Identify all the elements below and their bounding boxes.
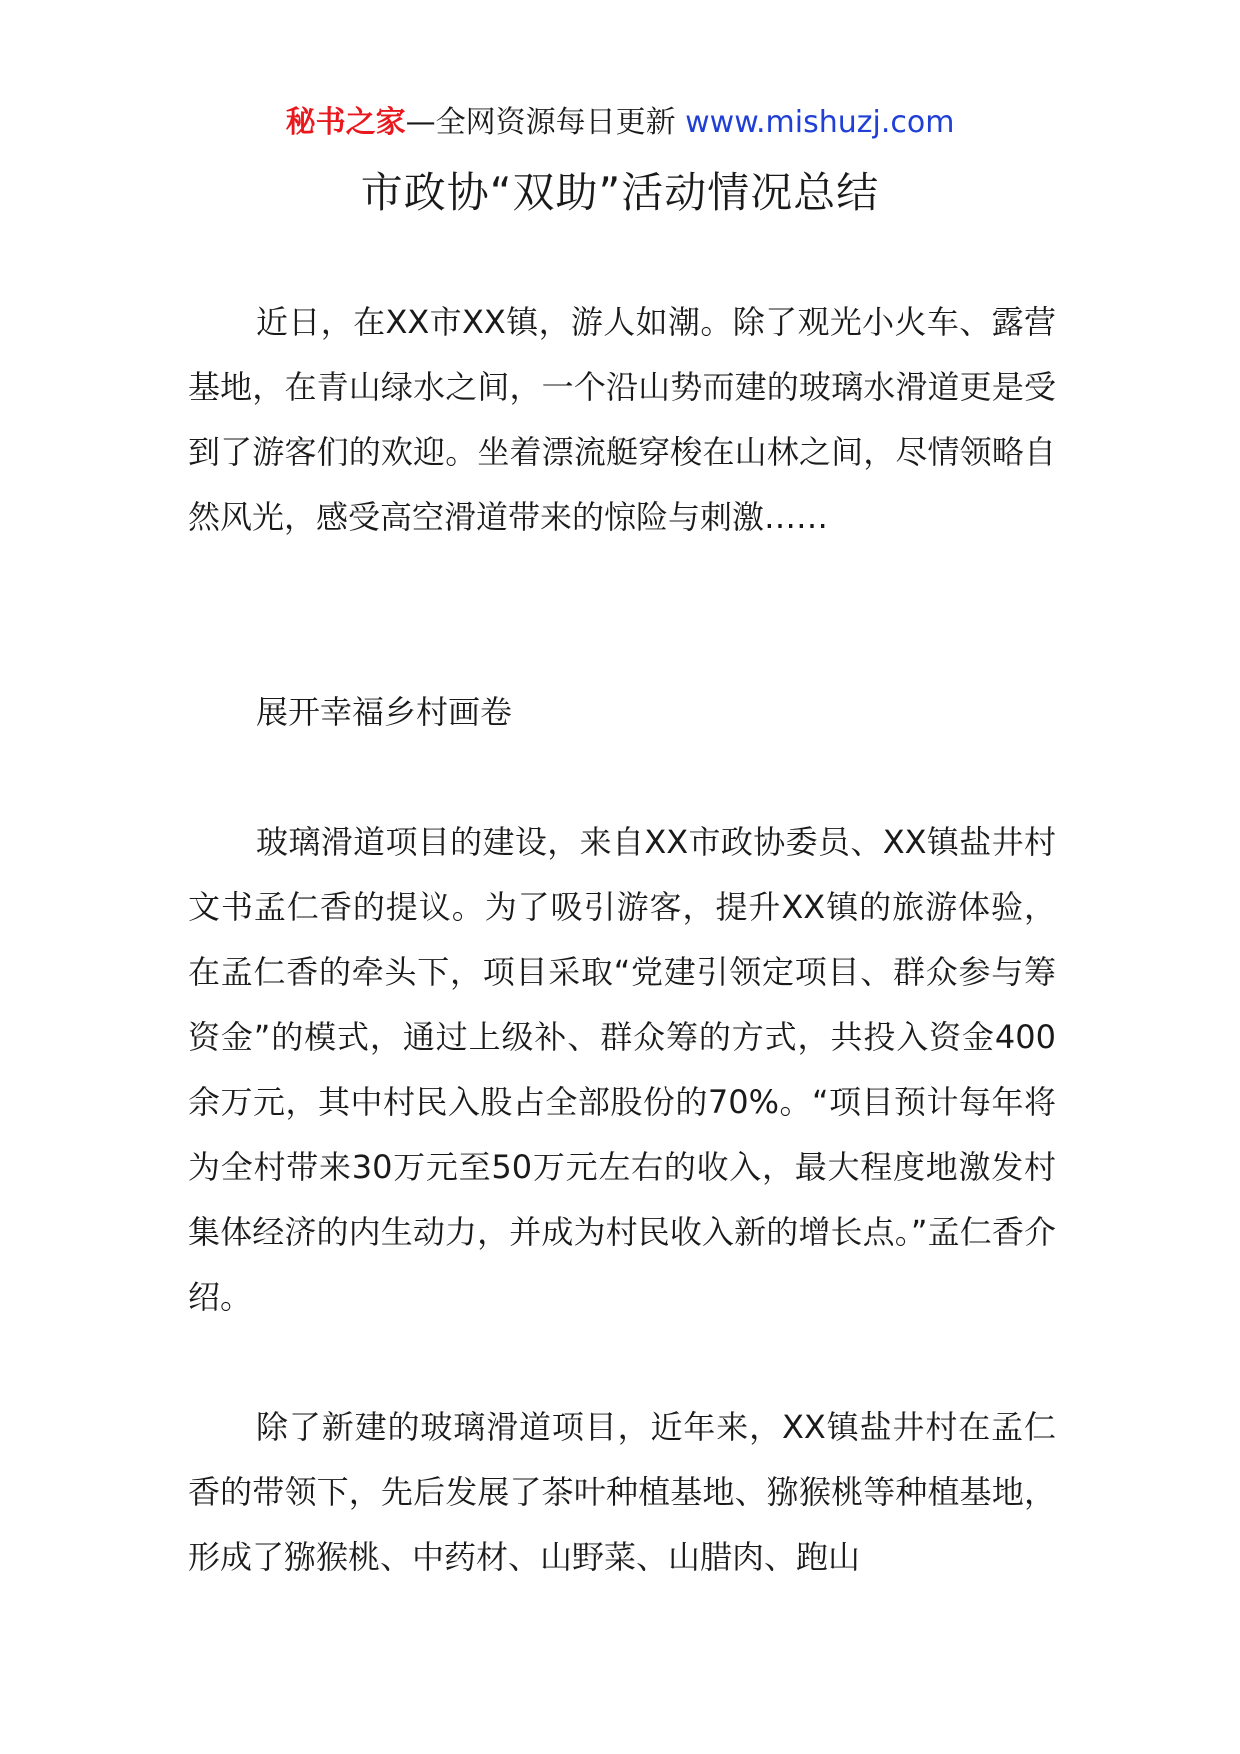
paragraph-intro: 近日，在XX市XX镇，游人如潮。除了观光小火车、露营基地，在青山绿水之间，一个沿山势而建的玻璃水滑道更是受到了游客们的欢迎。坐着漂流艇穿梭在山林之间，尽情领略自然风光，感受高空滑道带来的惊险与刺激…… [188, 303, 1056, 536]
document-title: 市政协“双助”活动情况总结 [360, 168, 880, 217]
site-url-link[interactable]: www.mishuzj.com [685, 105, 955, 140]
site-header [0, 102, 1240, 144]
site-name: 秘书之家 [285, 105, 406, 140]
section-heading: 展开幸福乡村画卷 [256, 693, 513, 731]
paragraph-project: 玻璃滑道项目的建设，来自XX市政协委员、XX镇盐井村文书孟仁香的提议。为了吸引游客，提升XX镇的旅游体验，在孟仁香的牵头下，项目采取“党建引领定项目、群众参与筹资金”的模式，通过上级补、群众筹的方式，共投入资金400余万元，其中村民入股占全部股份的70%。“项目预计每年将为全村带来30万元至50万元左右的收入，最大程度地激发村集体经济的内生动力，并成为村民收入新的增长点。”孟仁香介绍。 [188, 823, 1056, 1316]
paragraph-development: 除了新建的玻璃滑道项目，近年来，XX镇盐井村在孟仁香的带领下，先后发展了茶叶种植基地、猕猴桃等种植基地，形成了猕猴桃、中药材、山野菜、山腊肉、跑山 [188, 1408, 1056, 1576]
site-slogan: —全网资源每日更新 [405, 105, 676, 140]
